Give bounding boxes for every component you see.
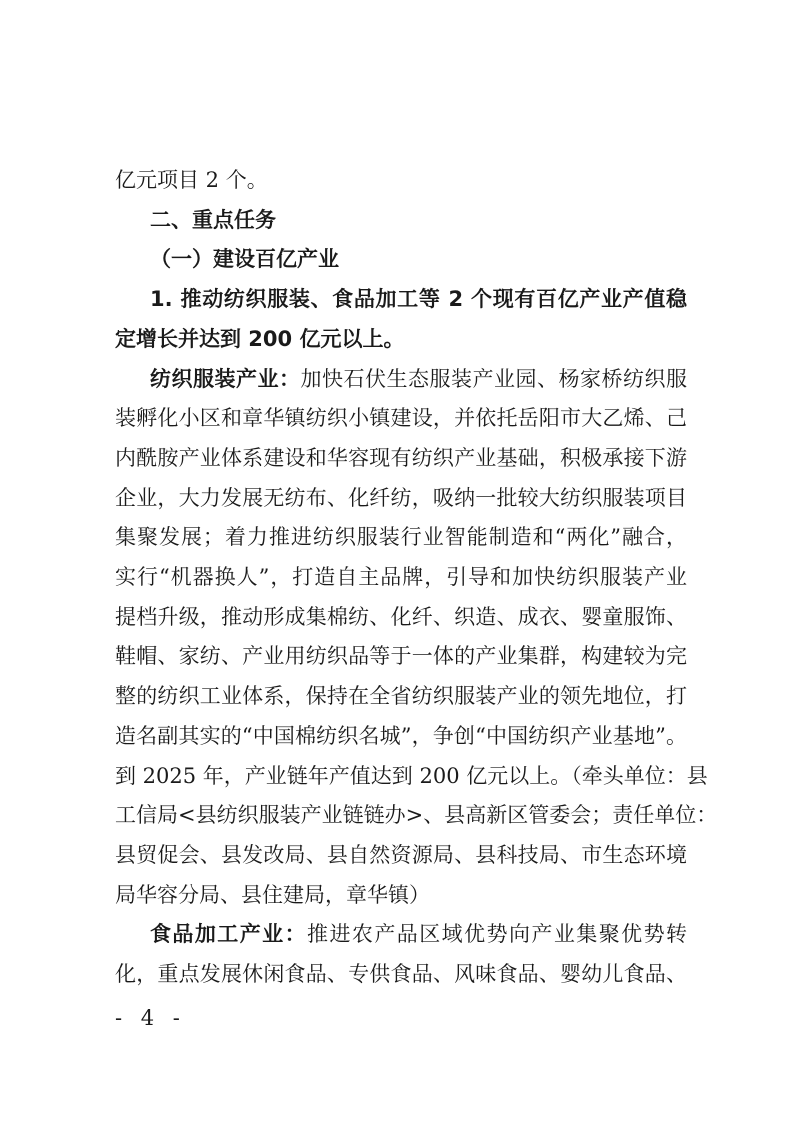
body-text: 工信局<县纺织服装产业链链办>、县高新区管委会；责任单位： [115, 803, 718, 828]
text-line [115, 404, 687, 432]
text-line [115, 762, 708, 790]
body-text: 装孵化小区和章华镇纺织小镇建设，并依托岳阳市大乙烯、己 [115, 406, 687, 431]
heading: 定增长并达到 200 亿元以上。 [115, 326, 405, 351]
text-line [115, 642, 687, 670]
body-text: 亿元项目 2 个。 [115, 168, 268, 192]
text-line [150, 285, 687, 313]
text-line [115, 682, 687, 710]
paragraph-lead: 纺织服装产业： [150, 366, 301, 391]
text-line [115, 325, 687, 353]
text-line [115, 881, 687, 909]
body-text: 实行“机器换人”，打造自主品牌，引导和加快纺织服装产业 [115, 565, 687, 589]
body-text: 企业，大力发展无纺布、化纤纺，吸纳一批较大纺织服装项目 [115, 485, 687, 510]
text-line [150, 245, 687, 273]
text-line [115, 722, 687, 750]
body-text: 整的纺织工业体系，保持在全省纺织服装产业的领先地位，打 [115, 684, 687, 709]
paragraph-lead: 食品加工产业： [150, 922, 308, 947]
text-line [150, 206, 687, 234]
heading: 1. 推动纺织服装、食品加工等 2 个现有百亿产业产值稳 [150, 287, 687, 312]
body-text: 化，重点发展休闲食品、专供食品、风味食品、婴幼儿食品、 [115, 962, 687, 986]
body-text: 推进农产品区域优势向产业集聚优势转 [307, 922, 688, 947]
text-line [150, 920, 687, 948]
text-line [115, 484, 687, 512]
body-text: 局华容分局、县住建局，章华镇） [115, 882, 430, 907]
body-text: 县贸促会、县发改局、县自然资源局、县科技局、市生态环境 [115, 842, 687, 867]
text-line [115, 166, 687, 194]
text-line [115, 444, 687, 472]
text-line [115, 563, 687, 591]
text-line [115, 841, 687, 869]
body-text: 鞋帽、家纺、产业用纺织品等于一体的产业集群，构建较为完 [115, 644, 687, 669]
body-text: 到 2025 年，产业链年产值达到 200 亿元以上。（牵头单位：县 [115, 763, 708, 788]
text-line [115, 960, 687, 988]
text-line [115, 801, 718, 829]
body-text: 造名副其实的“中国棉纺织名城”，争创“中国纺织产业基地”。 [115, 723, 687, 748]
body-text: 集聚发展；着力推进纺织服装行业智能制造和“两化”融合， [115, 525, 687, 550]
body-text: 提档升级，推动形成集棉纺、化纤、织造、成衣、婴童服饰、 [115, 604, 687, 629]
text-line [115, 523, 687, 551]
page-number: - 4 - [115, 1006, 186, 1030]
body-text: 内酰胺产业体系建设和华容现有纺织产业基础，积极承接下游 [115, 445, 687, 470]
body-text: 加快石伏生态服装产业园、杨家桥纺织服 [300, 366, 687, 391]
heading: （一）建设百亿产业 [150, 247, 339, 272]
text-line [150, 365, 687, 393]
heading: 二、重点任务 [150, 207, 276, 232]
text-line [115, 603, 687, 631]
